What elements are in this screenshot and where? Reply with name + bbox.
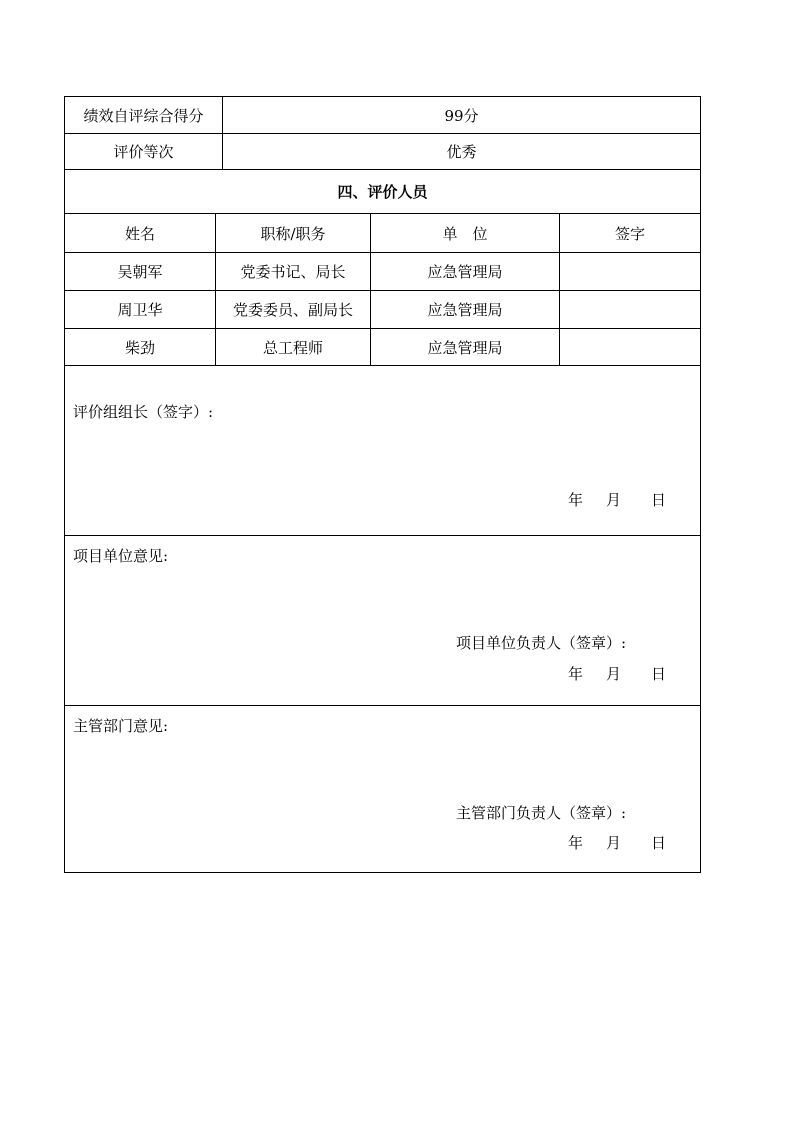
person-name: 柴劲 (124, 338, 155, 357)
dept-signer-label: 主管部门负责人（签章）: (456, 804, 627, 822)
row-divider (65, 365, 700, 366)
row-divider (65, 705, 700, 706)
score-label: 绩效自评综合得分 (83, 106, 204, 125)
header-title: 职称/职务 (260, 224, 326, 243)
person-name: 周卫华 (117, 301, 163, 319)
date-year: 年 (568, 665, 584, 683)
person-signature (560, 291, 700, 328)
person-signature (560, 329, 700, 365)
person-name: 吴朝军 (117, 263, 163, 281)
header-signature: 签字 (614, 224, 645, 243)
project-unit-opinion-label: 项目单位意见: (73, 547, 169, 565)
date-day: 日 (651, 491, 667, 509)
section-title: 四、评价人员 (337, 183, 428, 201)
date-month: 月 (606, 491, 622, 509)
project-unit-date (568, 663, 666, 684)
leader-signature-label: 评价组组长（签字）: (73, 403, 214, 421)
dept-date (568, 832, 666, 853)
project-unit-signer-label: 项目单位负责人（签章）: (456, 634, 627, 652)
date-day: 日 (651, 834, 667, 852)
person-title: 总工程师 (262, 338, 323, 357)
header-unit: 单 位 (442, 224, 488, 243)
person-title: 党委委员、副局长 (232, 301, 353, 319)
person-unit: 应急管理局 (427, 263, 503, 281)
date-day: 日 (651, 665, 667, 683)
person-signature (560, 253, 700, 290)
evaluation-form (64, 96, 701, 873)
leader-date (568, 489, 666, 510)
grade-label: 评价等次 (113, 143, 174, 161)
person-unit: 应急管理局 (427, 338, 503, 357)
grade-value: 优秀 (446, 143, 477, 161)
date-year: 年 (568, 834, 584, 852)
date-year: 年 (568, 491, 584, 509)
header-name: 姓名 (124, 224, 155, 243)
person-unit: 应急管理局 (427, 301, 503, 319)
date-month: 月 (606, 834, 622, 852)
person-title: 党委书记、局长 (240, 263, 346, 281)
date-month: 月 (606, 665, 622, 683)
score-value: 99分 (444, 106, 479, 125)
row-divider (65, 535, 700, 536)
dept-opinion-label: 主管部门意见: (73, 717, 169, 735)
